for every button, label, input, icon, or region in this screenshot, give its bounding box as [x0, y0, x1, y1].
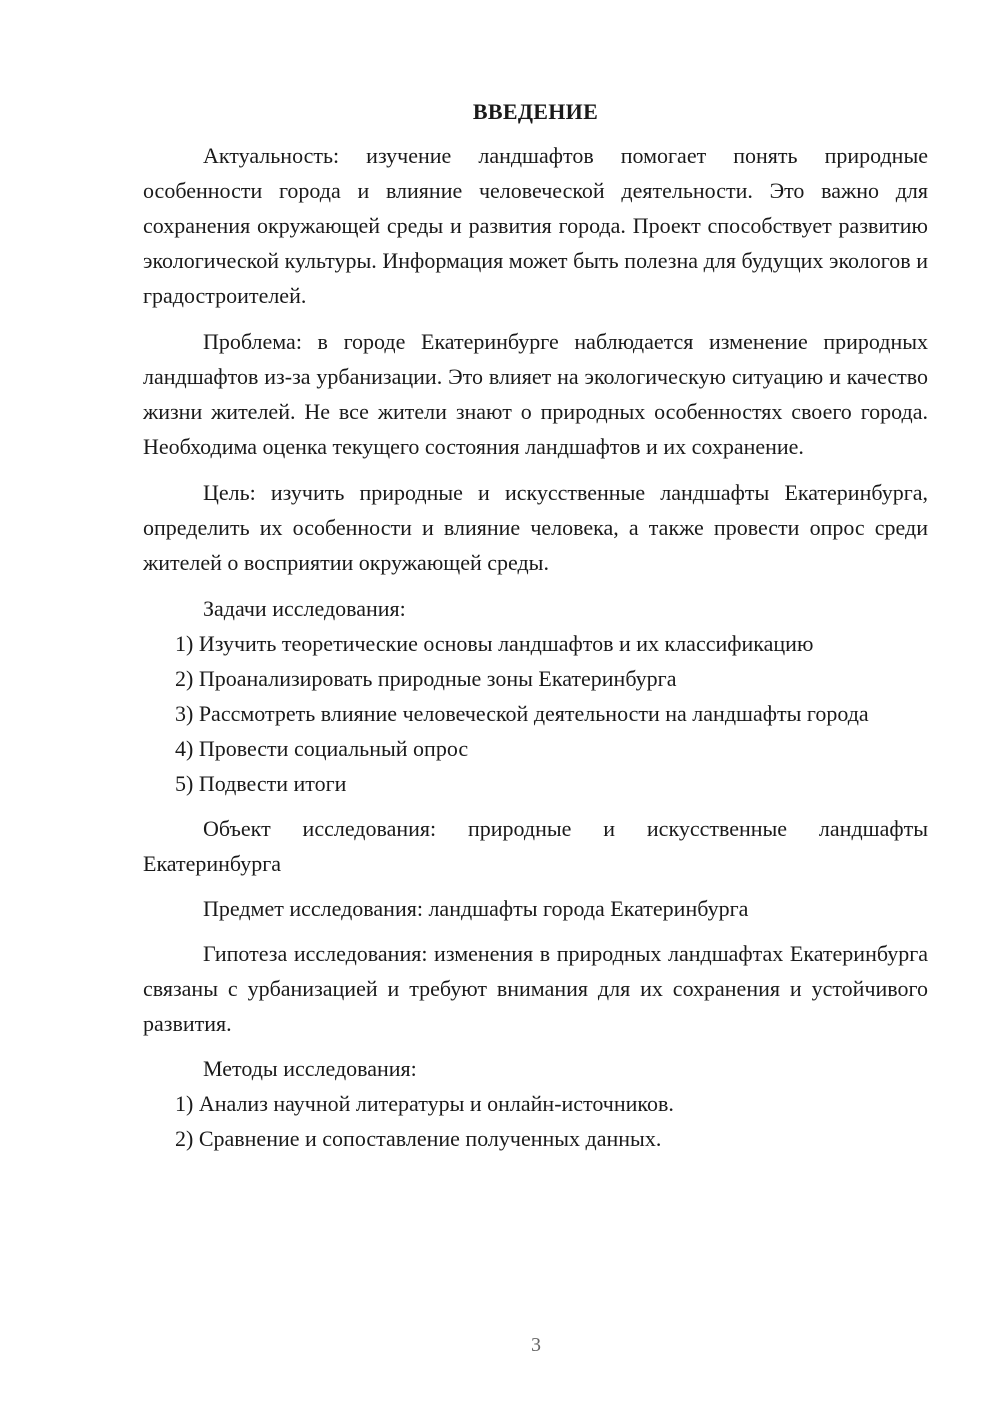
paragraph-subject: Предмет исследования: ландшафты города Екатеринбурга	[203, 896, 749, 921]
paragraph-hypothesis: Гипотеза исследования: изменения в природных ландшафтах Екатеринбурга связаны с урбанизацией и требуют внимания для их сохранения и устойчивого развития.	[143, 941, 928, 1036]
list-item: 5) Подвести итоги	[175, 771, 347, 796]
list-item: 2) Проанализировать природные зоны Екатеринбурга	[175, 666, 677, 691]
paragraph-goal: Цель: изучить природные и искусственные ландшафты Екатеринбурга, определить их особенности и влияние человека, а также провести опрос среди жителей о восприятии окружающей среды.	[143, 480, 928, 575]
list-item: 1) Анализ научной литературы и онлайн-источников.	[175, 1091, 674, 1116]
methods-heading: Методы исследования:	[203, 1056, 417, 1081]
list-item: 1) Изучить теоретические основы ландшафтов и их классификацию	[175, 631, 814, 656]
page-number: 3	[531, 1334, 541, 1356]
list-item: 2) Сравнение и сопоставление полученных данных.	[175, 1126, 662, 1151]
paragraph-object: Объект исследования: природные и искусственные ландшафты Екатеринбурга	[143, 816, 928, 876]
list-item: 3) Рассмотреть влияние человеческой деятельности на ландшафты города	[175, 701, 869, 726]
list-item: 4) Провести социальный опрос	[175, 736, 469, 761]
tasks-list	[143, 626, 928, 801]
page-content	[143, 96, 928, 1156]
paragraph-problem: Проблема: в городе Екатеринбурге наблюдается изменение природных ландшафтов из-за урбанизации. Это влияет на экологическую ситуацию и качество жизни жителей. Не все жители знают о природных особенностях своего города. Необходима оценка текущего состояния ландшафтов и их сохранение.	[143, 329, 928, 459]
methods-list	[143, 1086, 928, 1156]
paragraph-relevance: Актуальность: изучение ландшафтов помогает понять природные особенности города и влияние человеческой деятельности. Это важно для сохранения окружающей среды и развития города. Проект способствует развитию экологической культуры. Информация может быть полезна для будущих экологов и градостроителей.	[143, 143, 928, 308]
tasks-heading: Задачи исследования:	[203, 596, 406, 621]
page-title: ВВЕДЕНИЕ	[472, 99, 599, 124]
